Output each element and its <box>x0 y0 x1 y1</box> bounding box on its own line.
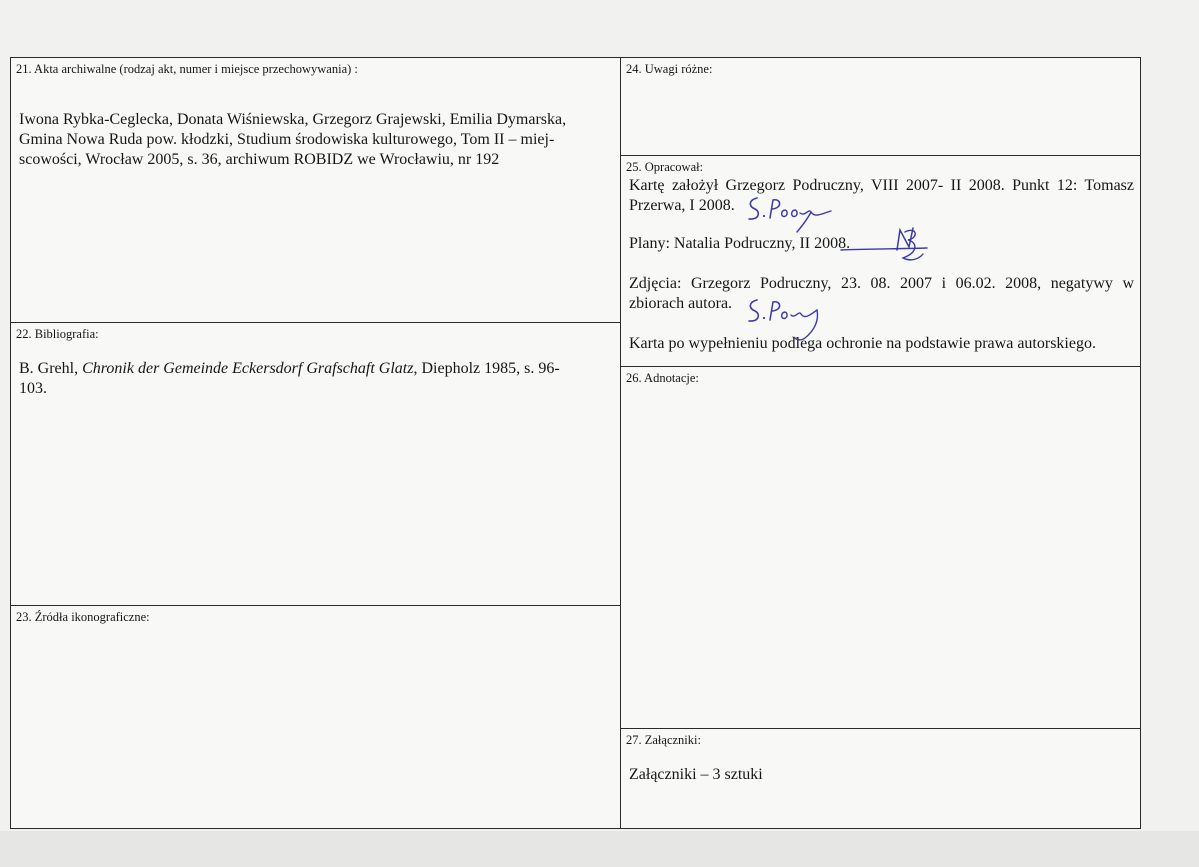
section-21-label: 21. Akta archiwalne (rodzaj akt, numer i miejsce przechowywania) : <box>16 62 358 76</box>
section-22-bibliography <box>11 323 620 605</box>
section-21-line-1: Iwona Rybka-Ceglecka, Donata Wiśniewska, Grzegorz Grajewski, Emilia Dymarska, <box>19 111 567 128</box>
scan-margin <box>0 831 1199 867</box>
section-27-label: 27. Załączniki: <box>626 733 701 747</box>
handwritten-signature-1 <box>745 194 835 234</box>
section-22-text <box>19 359 614 399</box>
section-21-line-2: Gmina Nowa Ruda pow. kłodzki, Studium środowiska kulturowego, Tom II – miej- <box>19 131 555 148</box>
section-25-line-1: Kartę założył Grzegorz Podruczny, VIII 2007- II 2008. Punkt 12: Tomasz <box>629 177 1134 194</box>
bibliography-pages-continued: 103. <box>19 380 47 397</box>
section-21-line-3: scowości, Wrocław 2005, s. 36, archiwum ROBIDZ we Wrocławiu, nr 192 <box>19 151 500 168</box>
section-22-label: 22. Bibliografia: <box>16 327 99 341</box>
section-25-line-5: zbiorach autora. <box>629 295 733 312</box>
section-24-label: 24. Uwagi różne: <box>626 62 713 76</box>
handwritten-signature-3 <box>745 294 835 342</box>
section-25-line-6: Karta po wypełnieniu podlega ochronie na podstawie prawa autorskiego. <box>629 335 1096 352</box>
record-card-sheet <box>10 57 1141 829</box>
section-24-misc-remarks <box>621 58 1140 155</box>
section-26-label: 26. Adnotacje: <box>626 371 699 385</box>
bibliography-title: Chronik der Gemeinde Eckersdorf Grafschaft Glatz <box>82 360 414 377</box>
section-21-text <box>19 110 614 170</box>
section-27-attachments <box>621 729 1140 828</box>
section-25-line-4: Zdjęcia: Grzegorz Podruczny, 23. 08. 2007 i 06.02. 2008, negatywy w <box>629 275 1134 292</box>
section-25-label: 25. Opracował: <box>626 160 704 174</box>
attachments-text: Załączniki – 3 sztuki <box>629 766 763 783</box>
bibliography-author: B. Grehl, <box>19 360 83 377</box>
section-23-iconographic-sources <box>11 606 620 828</box>
section-25-prepared-by <box>621 156 1140 366</box>
section-26-annotations <box>621 367 1140 728</box>
section-21-archival-records <box>11 58 620 322</box>
bibliography-publication: , Diepholz 1985, s. 96- <box>413 360 560 377</box>
handwritten-signature-2 <box>839 224 929 266</box>
section-25-line-3: Plany: Natalia Podruczny, II 2008. <box>629 235 851 252</box>
section-23-label: 23. Źródła ikonograficzne: <box>16 610 150 624</box>
section-25-line-2: Przerwa, I 2008. <box>629 197 735 214</box>
